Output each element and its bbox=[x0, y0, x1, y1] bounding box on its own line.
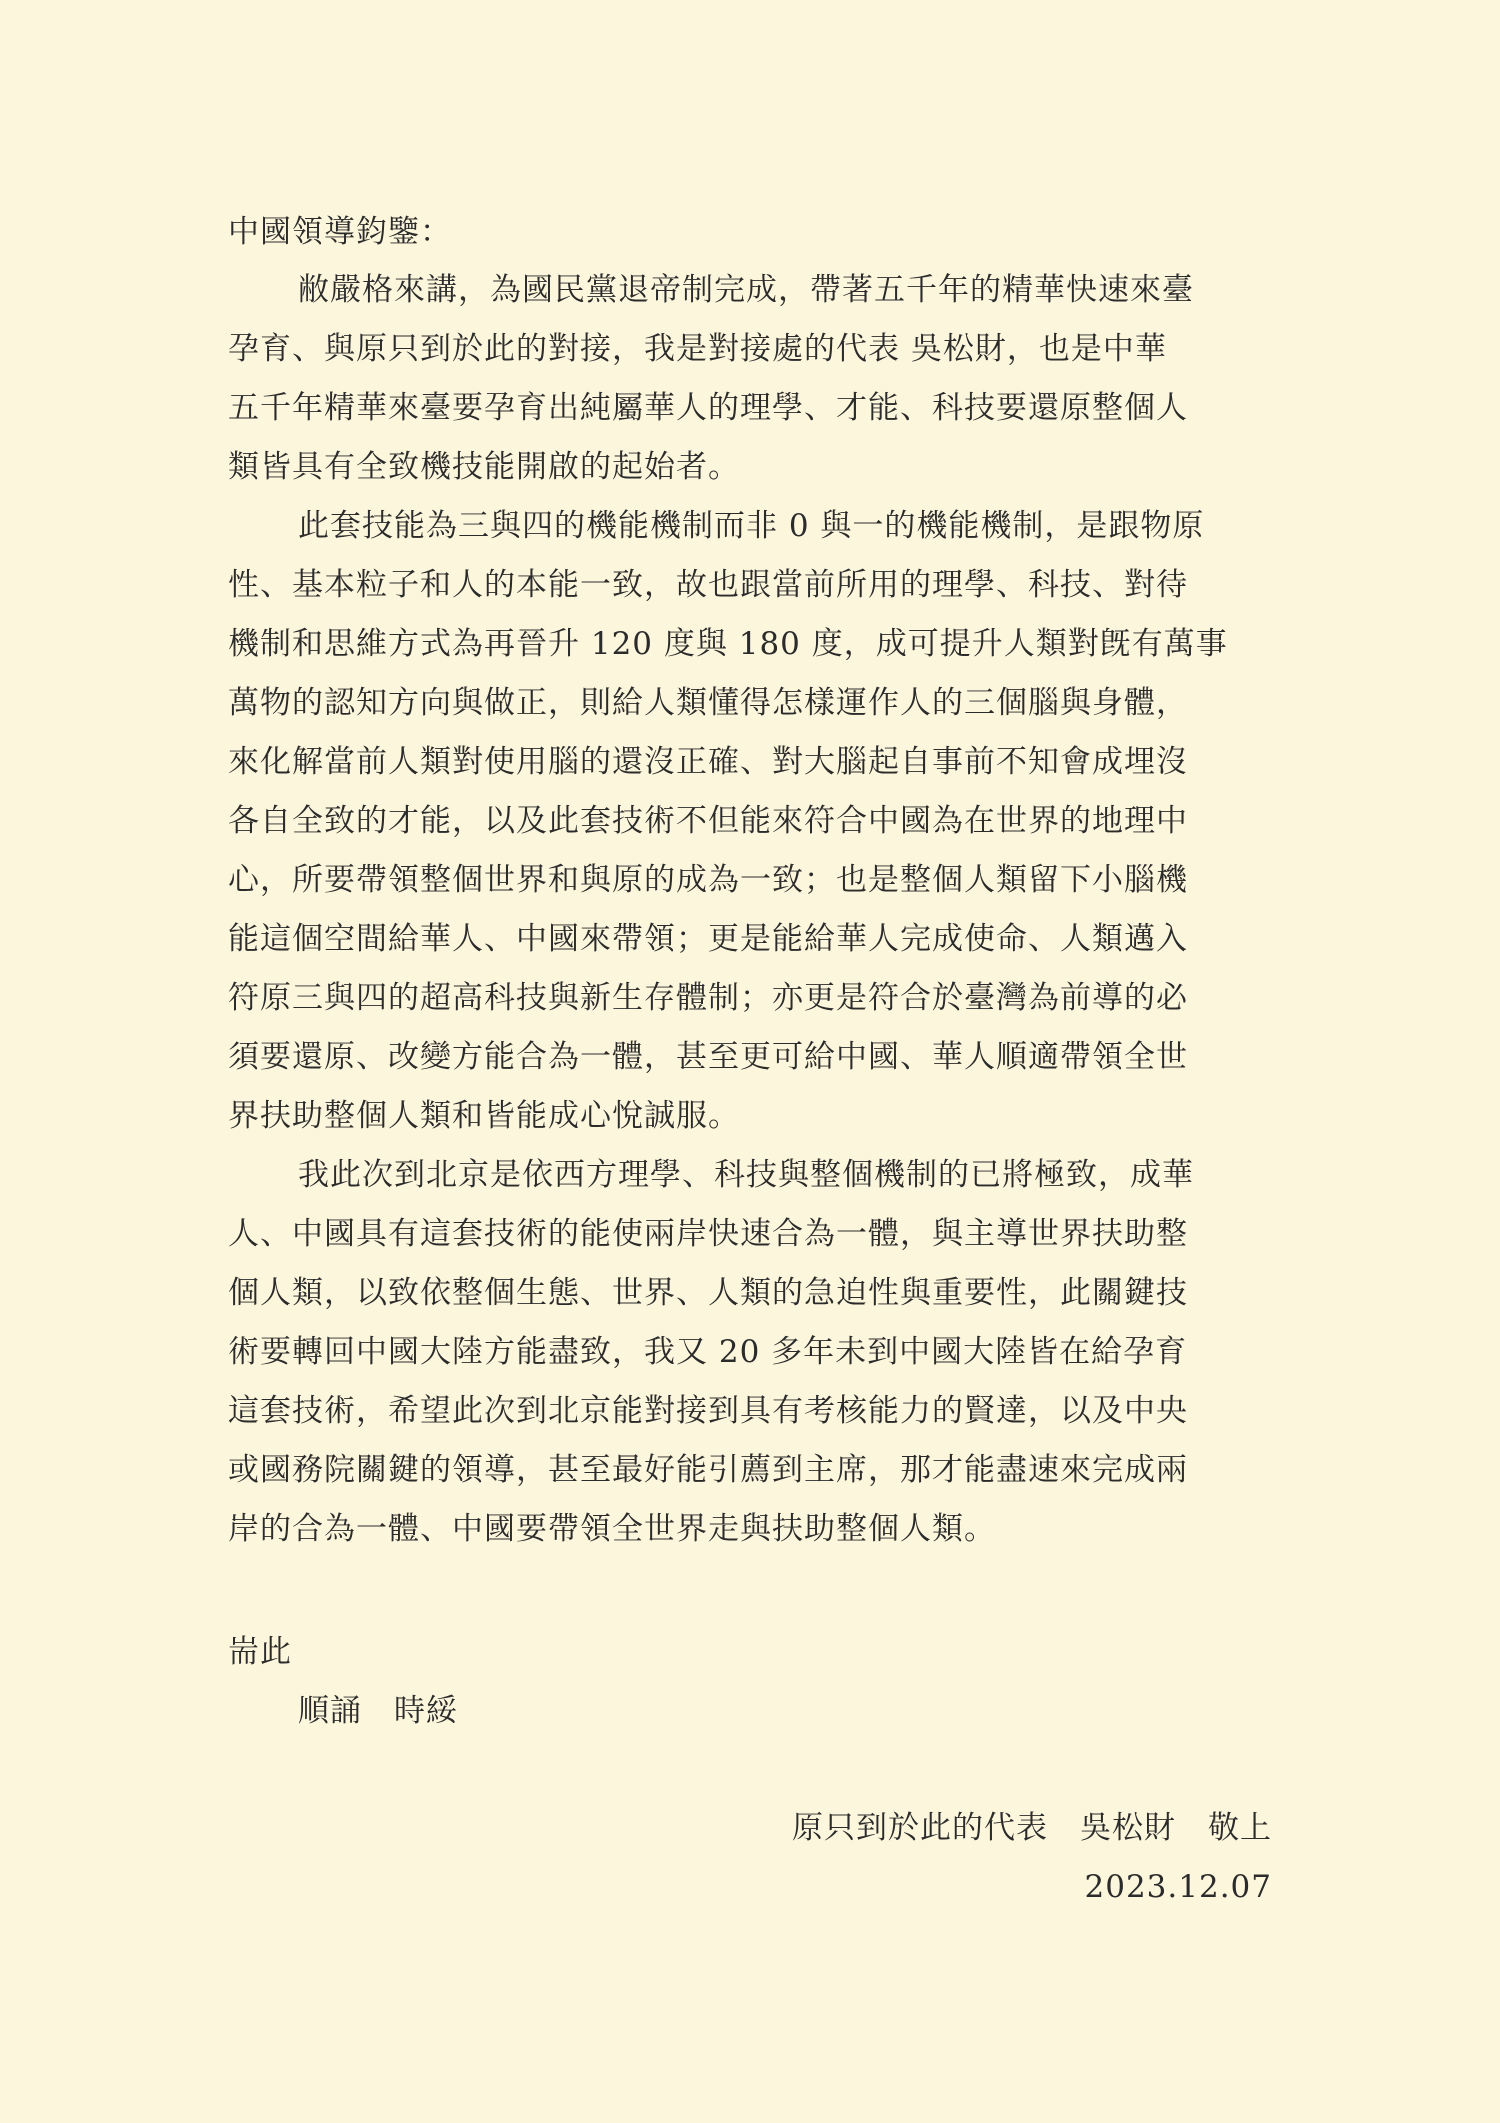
paragraph-3-line-2: 人、中國具有這套技術的能使兩岸快速合為一體，與主導世界扶助整 bbox=[228, 1216, 1188, 1252]
paragraph-3-line-7: 岸的合為一體、中國要帶領全世界走與扶助整個人類。 bbox=[228, 1511, 996, 1547]
paragraph-2-line-1: 此套技能為三與四的機能機制而非 0 與一的機能機制，是跟物原 bbox=[298, 508, 1205, 544]
paragraph-1-line-2: 孕育、與原只到於此的對接，我是對接處的代表 吳松財，也是中華 bbox=[228, 331, 1167, 367]
paragraph-2-line-2: 性、基本粒子和人的本能一致，故也跟當前所用的理學、科技、對待 bbox=[228, 567, 1188, 603]
closing-line-1: 耑此 bbox=[228, 1634, 292, 1670]
paragraph-3-line-6: 或國務院關鍵的領導，甚至最好能引薦到主席，那才能盡速來完成兩 bbox=[228, 1452, 1188, 1488]
date: 2023.12.07 bbox=[1084, 1869, 1272, 1905]
paragraph-2-line-10: 須要還原、改變方能合為一體，甚至更可給中國、華人順適帶領全世 bbox=[228, 1039, 1188, 1075]
paragraph-3-line-1: 我此次到北京是依西方理學、科技與整個機制的已將極致，成華 bbox=[298, 1157, 1194, 1193]
paragraph-3-line-4: 術要轉回中國大陸方能盡致，我又 20 多年未到中國大陸皆在給孕育 bbox=[228, 1334, 1188, 1370]
paragraph-1-line-1: 敝嚴格來講，為國民黨退帝制完成，帶著五千年的精華快速來臺 bbox=[298, 272, 1194, 308]
salutation: 中國領導鈞鑒： bbox=[228, 214, 452, 250]
paragraph-2-line-8: 能這個空間給華人、中國來帶領；更是能給華人完成使命、人類邁入 bbox=[228, 921, 1188, 957]
closing-line-2: 順誦 時綏 bbox=[298, 1693, 458, 1729]
paragraph-2-line-7: 心，所要帶領整個世界和與原的成為一致；也是整個人類留下小腦機 bbox=[228, 862, 1188, 898]
paragraph-2-line-9: 符原三與四的超高科技與新生存體制；亦更是符合於臺灣為前導的必 bbox=[228, 980, 1188, 1016]
paragraph-2-line-11: 界扶助整個人類和皆能成心悅誠服。 bbox=[228, 1098, 740, 1134]
paragraph-1-line-3: 五千年精華來臺要孕育出純屬華人的理學、才能、科技要還原整個人 bbox=[228, 390, 1188, 426]
paragraph-2-line-4: 萬物的認知方向與做正，則給人類懂得怎樣運作人的三個腦與身體， bbox=[228, 685, 1188, 721]
paragraph-1-line-4: 類皆具有全致機技能開啟的起始者。 bbox=[228, 449, 740, 485]
paragraph-2-line-5: 來化解當前人類對使用腦的還沒正確、對大腦起自事前不知會成埋沒 bbox=[228, 744, 1188, 780]
paragraph-3-line-3: 個人類，以致依整個生態、世界、人類的急迫性與重要性，此關鍵技 bbox=[228, 1275, 1188, 1311]
paragraph-2-line-3: 機制和思維方式為再晉升 120 度與 180 度，成可提升人類對旣有萬事 bbox=[228, 626, 1228, 662]
signature: 原只到於此的代表 吳松財 敬上 bbox=[792, 1810, 1272, 1846]
paragraph-3-line-5: 這套技術，希望此次到北京能對接到具有考核能力的賢達，以及中央 bbox=[228, 1393, 1188, 1429]
paragraph-2-line-6: 各自全致的才能，以及此套技術不但能來符合中國為在世界的地理中 bbox=[228, 803, 1188, 839]
